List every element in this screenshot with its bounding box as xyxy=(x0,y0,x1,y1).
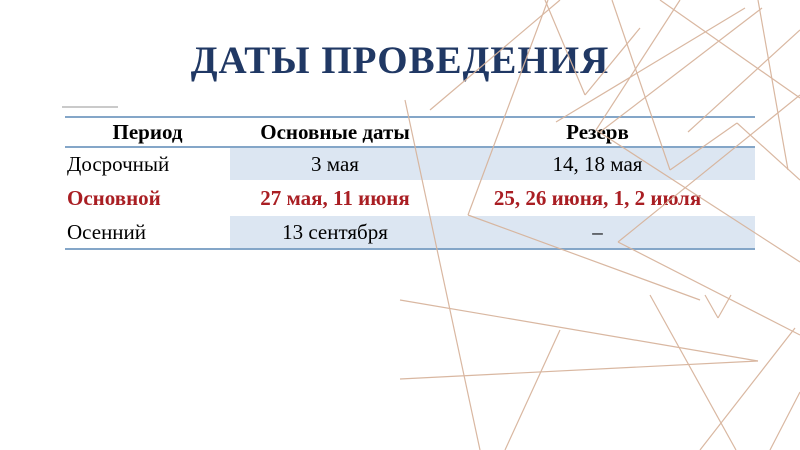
period-cell: Осенний xyxy=(65,216,230,249)
main-dates-cell: 3 мая xyxy=(230,147,440,180)
reserve-cell: – xyxy=(440,216,755,249)
header-cell-main: Основные даты xyxy=(230,117,440,147)
table-row-main xyxy=(65,180,755,216)
header-cell-period: Период xyxy=(65,117,230,147)
page-title: ДАТЫ ПРОВЕДЕНИЯ xyxy=(190,39,610,82)
header-cell-reserve: Резерв xyxy=(440,117,755,147)
table-row-autumn xyxy=(65,216,755,249)
table-header-row xyxy=(65,117,755,147)
main-dates-cell: 27 мая, 11 июня xyxy=(260,185,410,210)
main-dates-cell: 13 сентября xyxy=(230,216,440,249)
period-cell: Основной xyxy=(67,185,161,210)
period-cell: Досрочный xyxy=(67,151,170,176)
reserve-cell: 14, 18 мая xyxy=(440,147,755,180)
table-row-early xyxy=(65,147,755,180)
dates-table xyxy=(65,116,755,250)
reserve-cell: 25, 26 июня, 1, 2 июля xyxy=(493,185,702,210)
